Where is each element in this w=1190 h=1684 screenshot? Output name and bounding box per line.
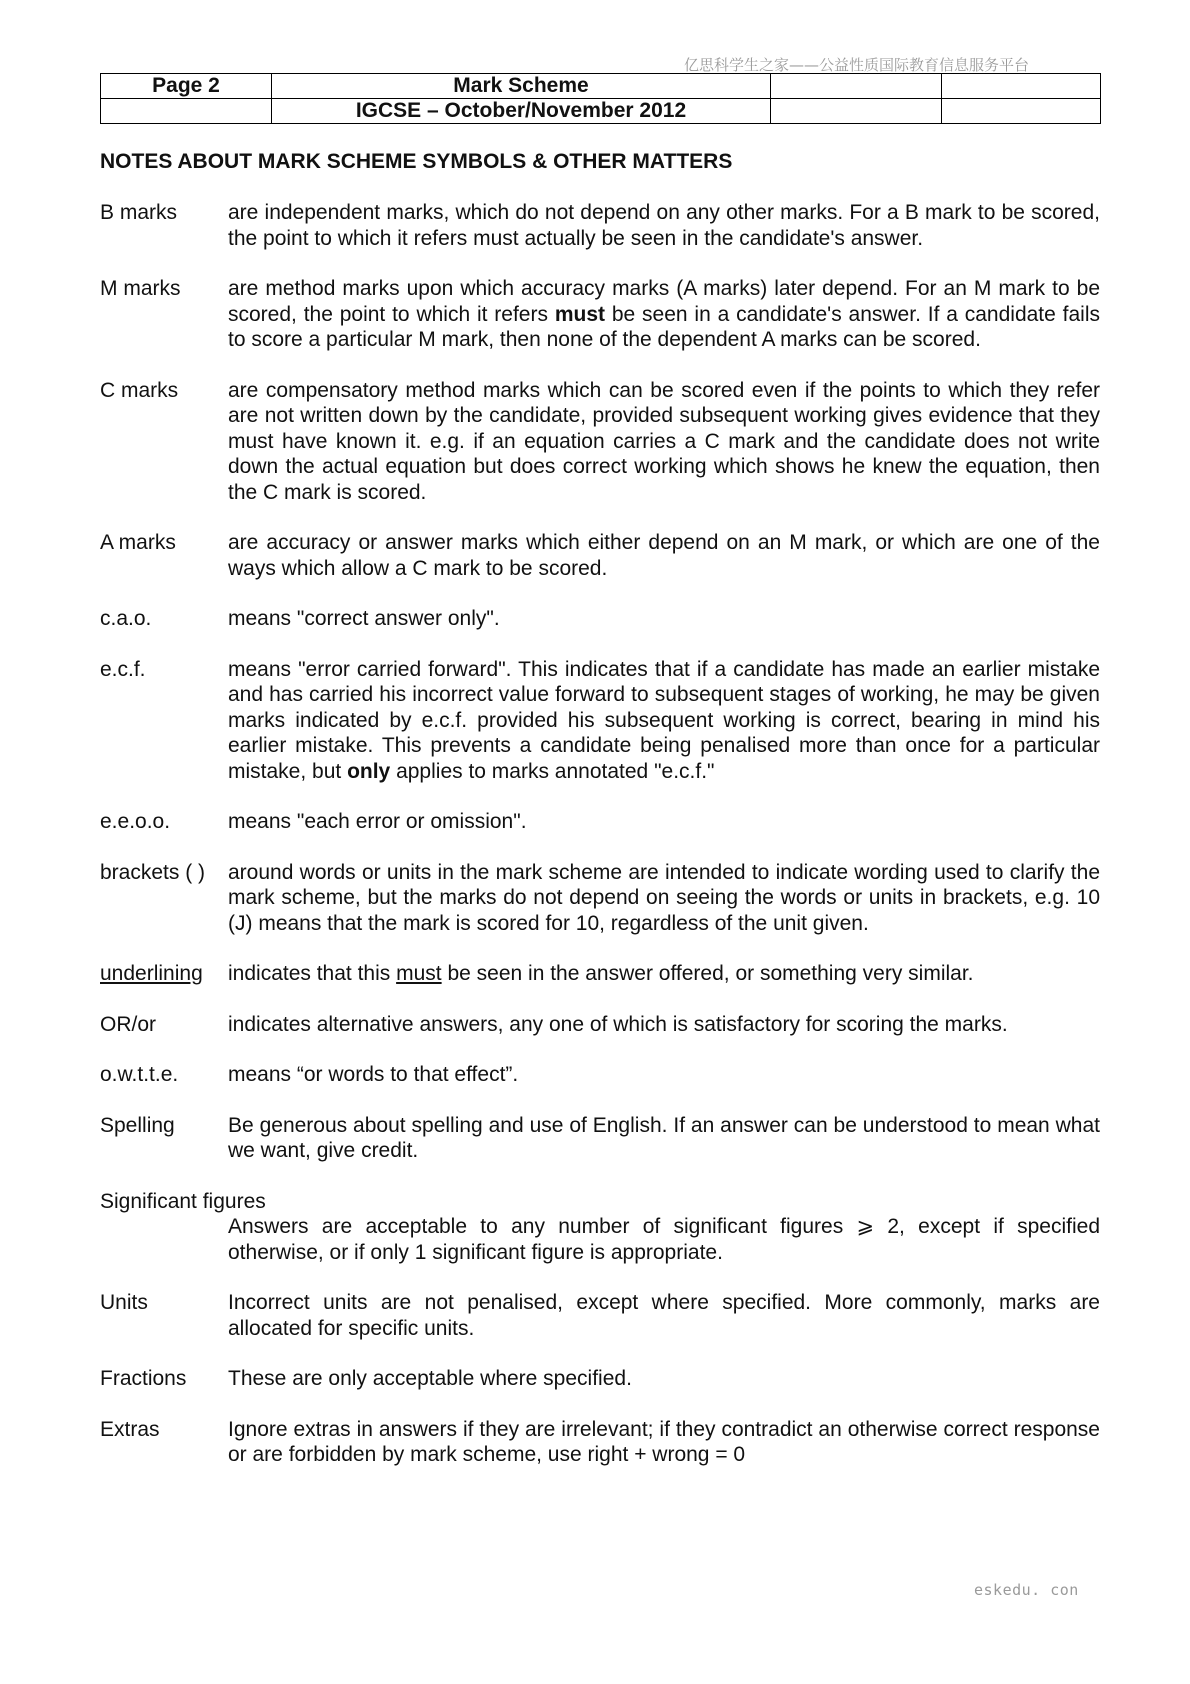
note-term: B marks [100, 201, 178, 224]
note-term: Fractions [100, 1367, 187, 1390]
note-b-marks [100, 200, 1100, 251]
note-description: Answers are acceptable to any number of significant figures ⩾ 2, except if specified otherwise, or if only 1 significant figure is appropriate. [228, 1215, 1100, 1264]
note-emphasis: only [347, 759, 391, 783]
note-units [100, 1290, 1100, 1341]
note-term: Spelling [100, 1113, 175, 1137]
note-a-marks [100, 530, 1100, 581]
note-fractions [100, 1366, 1100, 1392]
header-table [100, 73, 1101, 124]
note-extras [100, 1417, 1100, 1468]
note-term: brackets ( ) [100, 860, 206, 884]
note-term: C marks [100, 378, 179, 402]
watermark-footer: eskedu. con [974, 1581, 1079, 1599]
note-description [228, 657, 1100, 785]
note-description [228, 276, 1100, 353]
note-text: are method marks upon which accuracy marks (A marks) later depend. For an M mark to be scored, the point to which it refers [228, 277, 1100, 326]
note-term: underlining [100, 962, 203, 985]
note-text: indicates that this [228, 962, 391, 985]
page-number: Page 2 [101, 74, 272, 99]
note-term: Units [100, 1291, 148, 1314]
notes-list [100, 200, 1100, 1493]
note-brackets [100, 860, 1100, 937]
note-term: M marks [100, 277, 181, 300]
note-term: e.e.o.o. [100, 810, 171, 833]
note-spelling [100, 1113, 1100, 1164]
document-subtitle: IGCSE – October/November 2012 [272, 99, 771, 124]
note-text: means "error carried forward". This indicates that if a candidate has made an earlier mistake and has carried his incorrect value forward to subsequent stages of working, he may be given marks indicated by e.c.f. provided his subsequent working is correct, bearing in mind his earlier mistake. This prevents a candidate being penalised more than once for a particular mistake, but [228, 657, 1100, 783]
note-description: around words or units in the mark scheme are intended to indicate wording used to clarify the mark scheme, but the marks do not depend on seeing the words or units in brackets, e.g. 10 (J) means that the mark is scored for 10, regardless of the unit given. [228, 860, 1100, 935]
header-empty-cell [771, 74, 942, 99]
header-empty-cell [942, 74, 1101, 99]
note-description: Ignore extras in answers if they are irrelevant; if they contradict an otherwise correct response or are forbidden by mark scheme, use right + wrong = 0 [228, 1417, 1100, 1466]
note-description: means "correct answer only". [228, 607, 500, 630]
section-heading: NOTES ABOUT MARK SCHEME SYMBOLS & OTHER MATTERS [100, 150, 733, 173]
note-description: Incorrect units are not penalised, except where specified. More commonly, marks are allocated for specific units. [228, 1291, 1100, 1340]
note-description: are accuracy or answer marks which either depend on an M mark, or which are one of the ways which allow a C mark to be scored. [228, 531, 1100, 580]
note-underlining [100, 961, 1100, 987]
note-description: Be generous about spelling and use of English. If an answer can be understood to mean what we want, give credit. [228, 1113, 1100, 1162]
header-empty-cell [101, 99, 272, 124]
header-empty-cell [942, 99, 1101, 124]
note-emphasis: must [554, 302, 606, 326]
note-description: These are only acceptable where specified. [228, 1367, 632, 1390]
note-c-marks [100, 378, 1100, 506]
note-description: indicates alternative answers, any one of which is satisfactory for scoring the marks. [228, 1012, 1008, 1036]
note-or [100, 1012, 1100, 1038]
note-term: OR/or [100, 1012, 157, 1036]
note-term: Significant figures [100, 1189, 266, 1213]
header-empty-cell [771, 99, 942, 124]
note-eeoo [100, 809, 1100, 835]
watermark-text: 亿思科学生之家——公益性质国际教育信息服务平台 [684, 56, 1030, 74]
note-cao [100, 606, 1100, 632]
note-m-marks [100, 276, 1100, 353]
note-term: o.w.t.t.e. [100, 1063, 179, 1086]
note-description: are independent marks, which do not depend on any other marks. For a B mark to be scored, the point to which it refers must actually be seen in the candidate's answer. [228, 201, 1100, 250]
note-term: A marks [100, 531, 176, 554]
note-significant-figures [100, 1189, 1100, 1266]
note-ecf [100, 657, 1100, 785]
note-description: means "each error or omission". [228, 810, 527, 833]
note-text: be seen in the answer offered, or something very similar. [447, 962, 974, 985]
note-emphasis: must [396, 962, 442, 985]
note-description [228, 961, 1100, 987]
note-text: applies to marks annotated "e.c.f." [396, 759, 715, 783]
document-title: Mark Scheme [272, 74, 771, 99]
note-description: means “or words to that effect”. [228, 1063, 519, 1086]
note-term: c.a.o. [100, 607, 152, 630]
note-term: e.c.f. [100, 657, 146, 681]
note-owtte [100, 1062, 1100, 1088]
note-text: be seen in a candidate's answer. If a candidate fails to score a particular M mark, then none of the dependent A marks can be scored. [228, 302, 1100, 351]
note-description: are compensatory method marks which can be scored even if the points to which they refer are not written down by the candidate, provided subsequent working gives evidence that they must have known it. e.g. if an equation carries a C mark and the candidate does not write down the actual equation but does correct working which shows he knew the equation, then the C mark is scored. [228, 378, 1100, 504]
note-term: Extras [100, 1417, 160, 1441]
